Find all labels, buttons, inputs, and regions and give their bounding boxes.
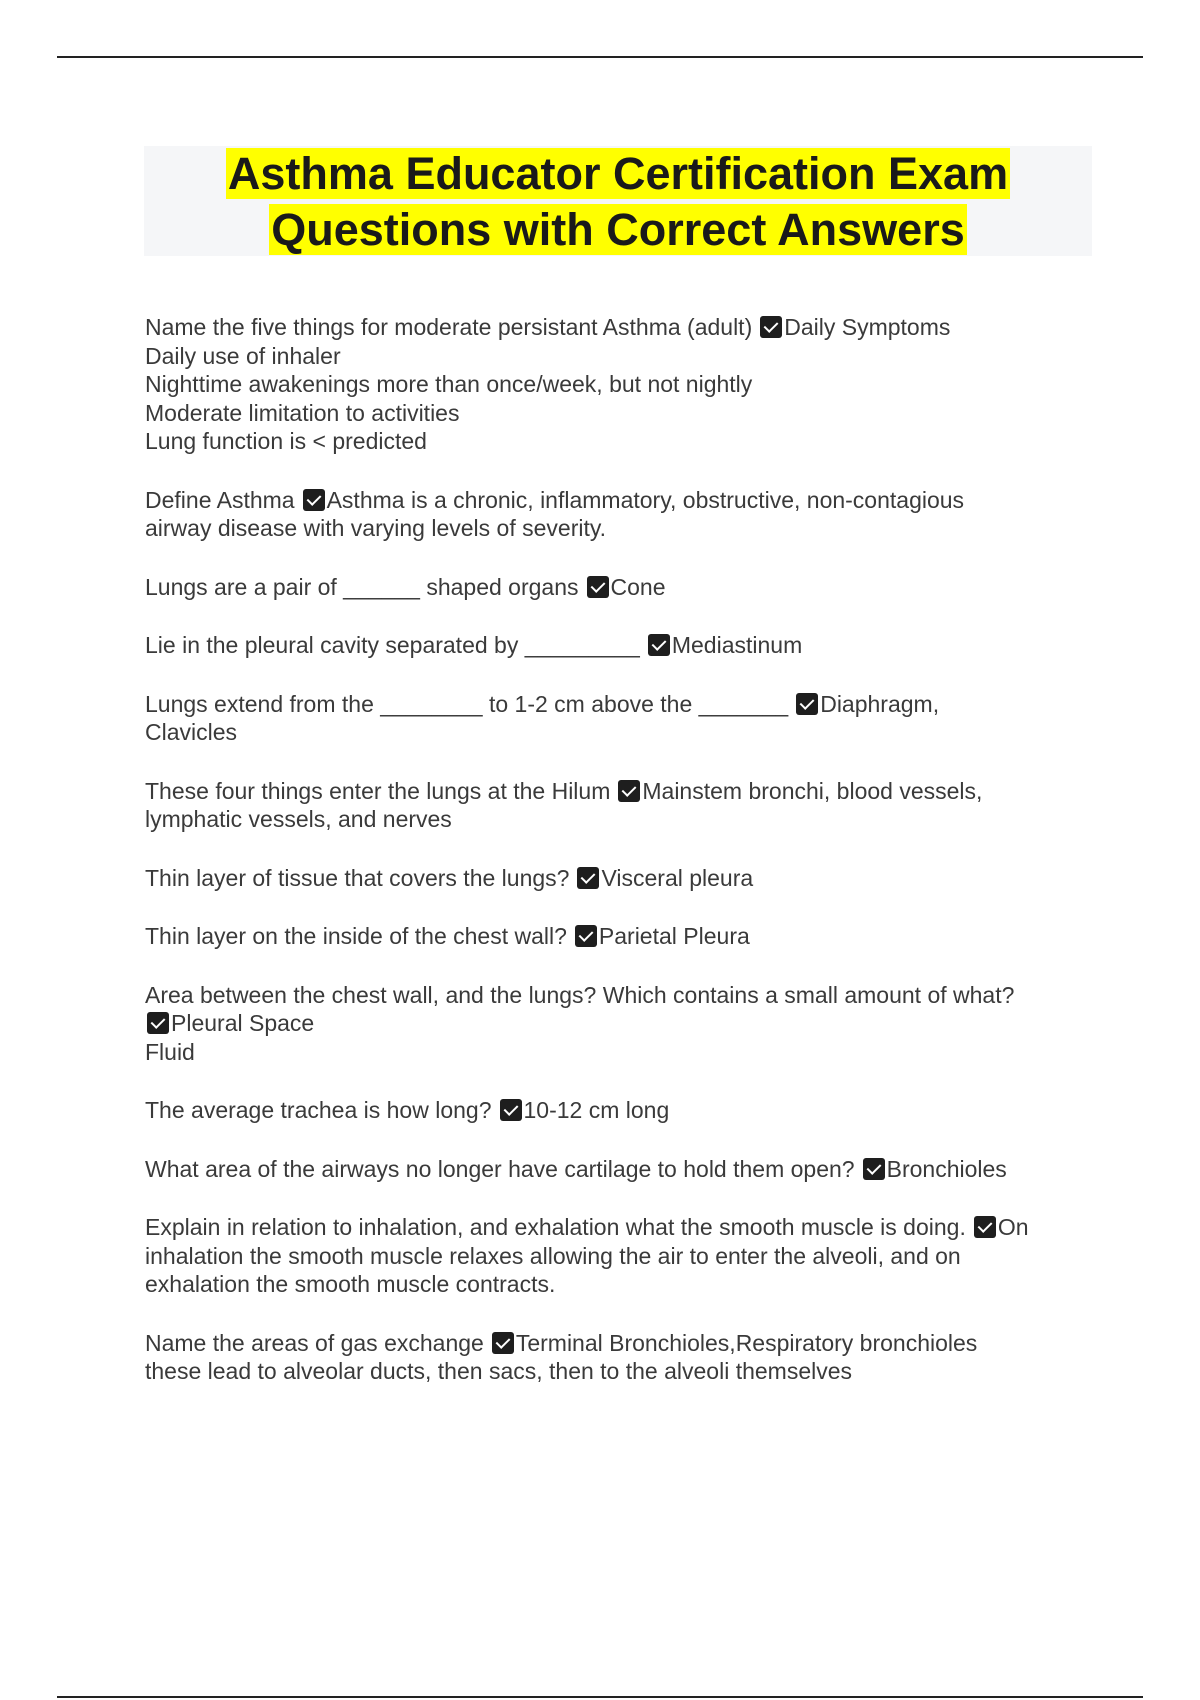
answer-line: Clavicles [145, 719, 238, 745]
qa-item [145, 690, 1095, 747]
qa-line [145, 922, 1095, 951]
question-text: The average trachea is how long? [145, 1097, 492, 1123]
checkmark-icon [492, 1332, 514, 1354]
answer-line: inhalation the smooth muscle relaxes allowing the air to enter the alveoli, and on [145, 1242, 961, 1269]
question-text: Lungs are a pair of ______ shaped organs [145, 573, 579, 600]
answer-text: Mediastinum [671, 632, 803, 658]
answer-line: Fluid [145, 1038, 195, 1065]
answer-text: Cone [610, 573, 666, 600]
answer-text: Asthma is a chronic, inflammatory, obstructive, non-contagious [326, 486, 965, 513]
answer-line: airway disease with varying levels of severity. [145, 515, 607, 541]
question-text: Define Asthma [145, 486, 295, 513]
question-text: Area between the chest wall, and the lungs? Which contains a small amount of what? [145, 981, 1015, 1008]
checkmark-icon [500, 1099, 522, 1121]
checkmark-icon [974, 1216, 996, 1238]
qa-line [145, 1155, 1095, 1184]
answer-text: On [997, 1214, 1029, 1240]
question-text: Lungs extend from the ________ to 1-2 cm above the _______ [145, 690, 789, 717]
title-box [144, 146, 1092, 256]
answer-text: Visceral pleura [601, 864, 754, 891]
checkmark-icon [147, 1012, 169, 1034]
answer-line: Moderate limitation to activities [145, 399, 460, 426]
question-text: Thin layer of tissue that covers the lungs? [145, 864, 570, 891]
question-text: Explain in relation to inhalation, and exhalation what the smooth muscle is doing. [145, 1214, 966, 1240]
answer-line: lymphatic vessels, and nerves [145, 806, 452, 832]
qa-item [145, 1155, 1095, 1184]
title-line-1 [144, 146, 1092, 202]
checkmark-icon [796, 693, 818, 715]
page-title-line-1: Asthma Educator Certification Exam [227, 148, 1009, 199]
checkmark-icon [863, 1158, 885, 1180]
question-text: These four things enter the lungs at the Hilum [145, 777, 611, 804]
checkmark-icon [760, 316, 782, 338]
answer-line: these lead to alveolar ducts, then sacs, then to the alveoli themselves [145, 1358, 853, 1384]
answer-line: Lung function is < predicted [145, 428, 427, 454]
question-text: Name the areas of gas exchange [145, 1329, 484, 1356]
qa-item [145, 1213, 1095, 1299]
qa-item [145, 573, 1095, 602]
page-title-line-2: Questions with Correct Answers [271, 204, 965, 255]
qa-item [145, 631, 1095, 660]
checkmark-icon [618, 780, 640, 802]
qa-item [145, 1329, 1095, 1386]
qa-line [145, 573, 1095, 602]
question-text: Lie in the pleural cavity separated by _________ [145, 632, 640, 658]
bottom-rule [57, 1696, 1143, 1698]
answer-text: 10-12 cm long [523, 1097, 670, 1123]
question-text: Name the five things for moderate persistant Asthma (adult) [145, 314, 753, 340]
qa-line [145, 313, 1095, 342]
qa-line [145, 486, 1095, 515]
title-line-2 [144, 202, 1092, 258]
answer-line: exhalation the smooth muscle contracts. [145, 1271, 556, 1297]
answer-text: Bronchioles [886, 1155, 1007, 1182]
qa-list [145, 313, 1095, 1416]
checkmark-icon [303, 489, 325, 511]
answer-text: Daily Symptoms [784, 314, 951, 340]
qa-line [145, 631, 1095, 660]
qa-line [145, 1096, 1095, 1125]
question-text: Thin layer on the inside of the chest wall? [145, 923, 567, 949]
qa-line [145, 1009, 1095, 1038]
answer-text: Pleural Space [171, 1010, 315, 1036]
qa-line [145, 1213, 1095, 1242]
qa-item [145, 981, 1095, 1067]
answer-line: Daily use of inhaler [145, 342, 341, 369]
qa-line [145, 1329, 1095, 1358]
top-rule [57, 56, 1143, 58]
checkmark-icon [575, 925, 597, 947]
qa-item [145, 486, 1095, 543]
qa-line [145, 690, 1095, 719]
qa-line [145, 777, 1095, 806]
checkmark-icon [577, 867, 599, 889]
qa-item [145, 864, 1095, 893]
checkmark-icon [587, 576, 609, 598]
answer-text: Parietal Pleura [598, 923, 750, 949]
qa-item [145, 313, 1095, 456]
answer-text: Terminal Bronchioles,Respiratory bronchioles [515, 1329, 978, 1356]
answer-line: Nighttime awakenings more than once/week, but not nightly [145, 371, 753, 397]
qa-item [145, 922, 1095, 951]
qa-item [145, 777, 1095, 834]
qa-line [145, 864, 1095, 893]
qa-item [145, 1096, 1095, 1125]
answer-text: Diaphragm, [820, 690, 940, 717]
answer-text: Mainstem bronchi, blood vessels, [642, 777, 983, 804]
checkmark-icon [648, 634, 670, 656]
question-text: What area of the airways no longer have cartilage to hold them open? [145, 1155, 855, 1182]
